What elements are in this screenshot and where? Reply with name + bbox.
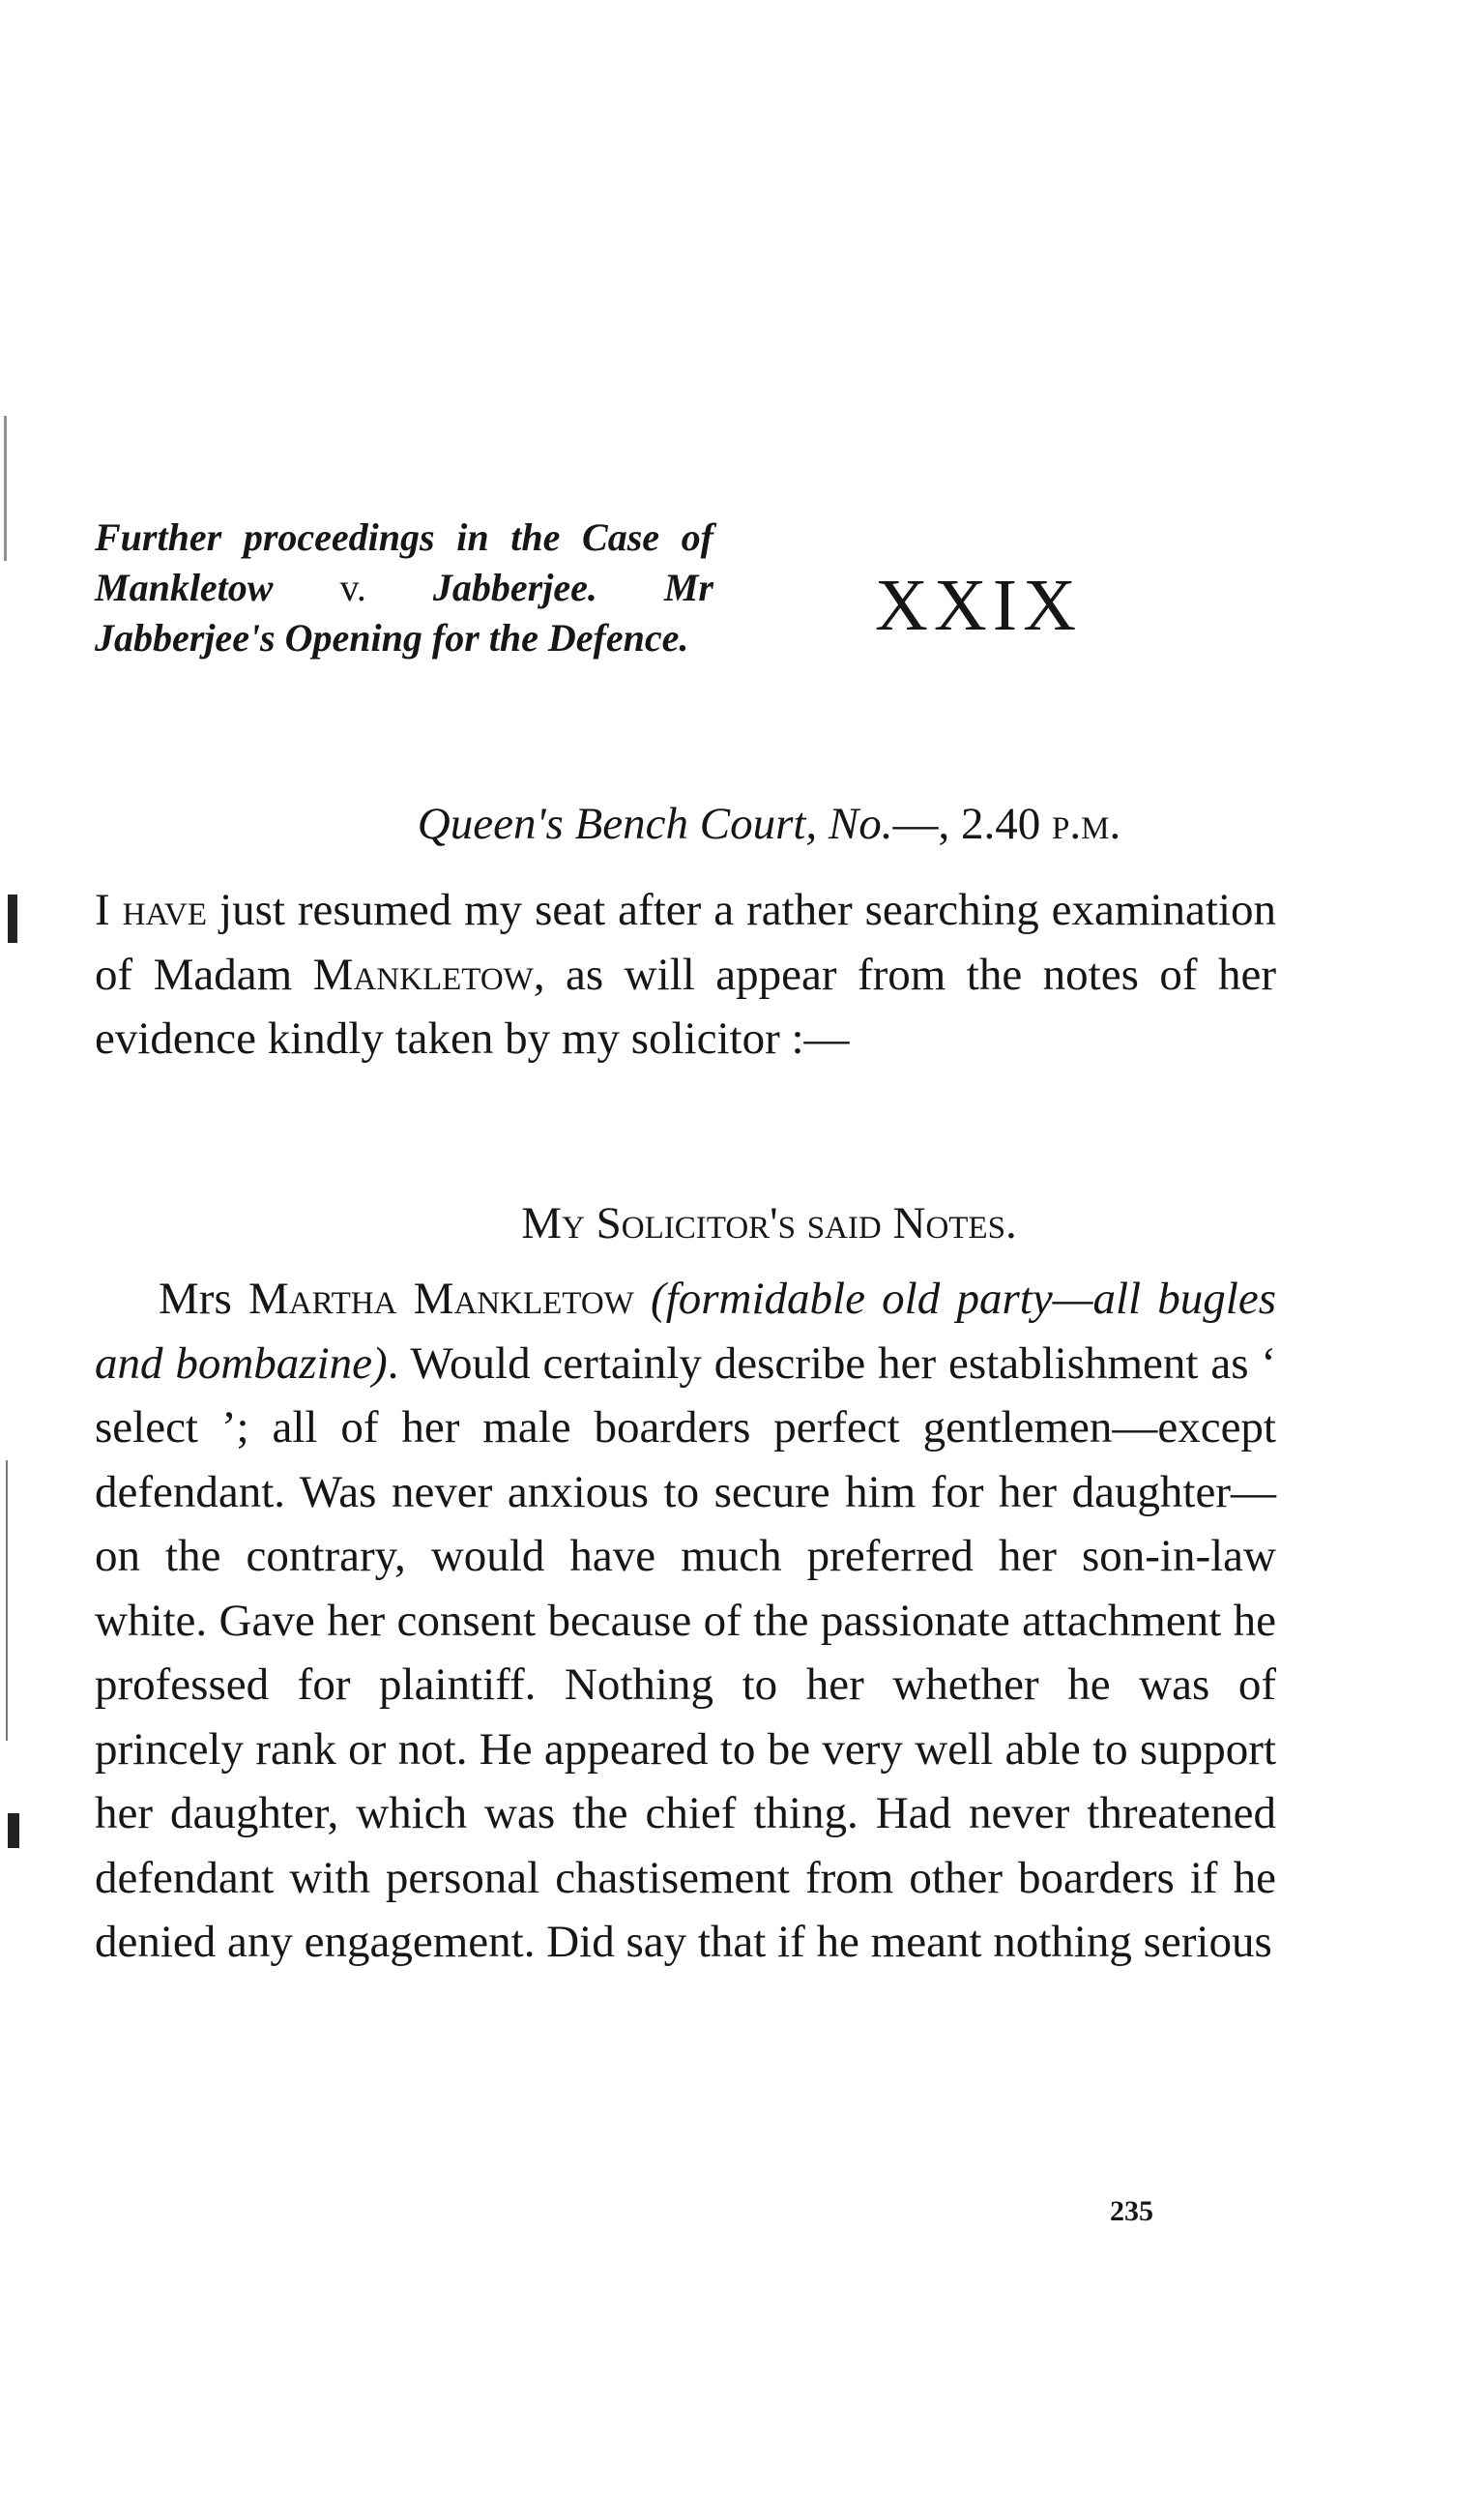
dateline-time-suffix: p.m. <box>1052 799 1121 849</box>
paragraph-2-space <box>634 1274 651 1324</box>
paragraph-2-title: Mrs <box>159 1274 248 1324</box>
paragraph-2-aside: (formidable old party—all bugles and bombazine) <box>95 1274 1277 1389</box>
summary-part-2: Jabberjee. Mr Jabberjee's Opening for the Defence. <box>95 566 713 660</box>
paragraph-1-have: have <box>122 885 208 935</box>
paragraph-2-text: . Would certainly describe her establishment as ‘ select ’; all of her male boarders perfect gentlemen—except defendant. Was never anxious to secure him for her daughter—on the contrary, would have much preferred her son-in-law white. Gave her consent because of the passionate attachment he professed for plaintiff. Nothing to her whether he was of princely rank or not. He appeared to be very well able to support her daughter, which was the chief thing. Had never threatened defendant with personal chastisement from other boarders if he denied any engagement. Did say that if he meant nothing serious <box>95 1337 1276 1967</box>
section-heading: My Solicitor's said Notes. <box>521 1198 1017 1248</box>
scan-artifact-bottom <box>8 1813 19 1848</box>
dateline-dash: —, 2.40 <box>892 799 1053 849</box>
scan-artifact-top <box>4 416 7 561</box>
paragraph-1-text-a: just resumed my seat after a rather searching examination of Madam <box>95 885 1277 1000</box>
chapter-number: XXIX <box>875 565 1082 646</box>
paragraph-2 <box>95 1267 1276 1975</box>
summary-part-1: Further proceedings in the Case of Mankletow <box>95 515 713 609</box>
paragraph-2-name: Martha Mankletow <box>247 1274 634 1324</box>
scan-artifact-line <box>6 1460 8 1741</box>
paragraph-1-initial: I <box>95 885 123 935</box>
dateline <box>0 795 1484 853</box>
paragraph-1-text-b: , as will appear from the notes of her evidence kindly taken by my solicitor :— <box>95 949 1276 1064</box>
page-number: 235 <box>1110 2195 1153 2227</box>
dateline-court: Queen's Bench Court, No. <box>417 799 893 849</box>
summary-versus: v. <box>339 566 366 609</box>
scan-artifact-mark <box>8 895 17 943</box>
chapter-summary <box>95 513 713 663</box>
paragraph-1 <box>95 878 1276 1071</box>
paragraph-1-name: Mankletow <box>312 949 534 1000</box>
